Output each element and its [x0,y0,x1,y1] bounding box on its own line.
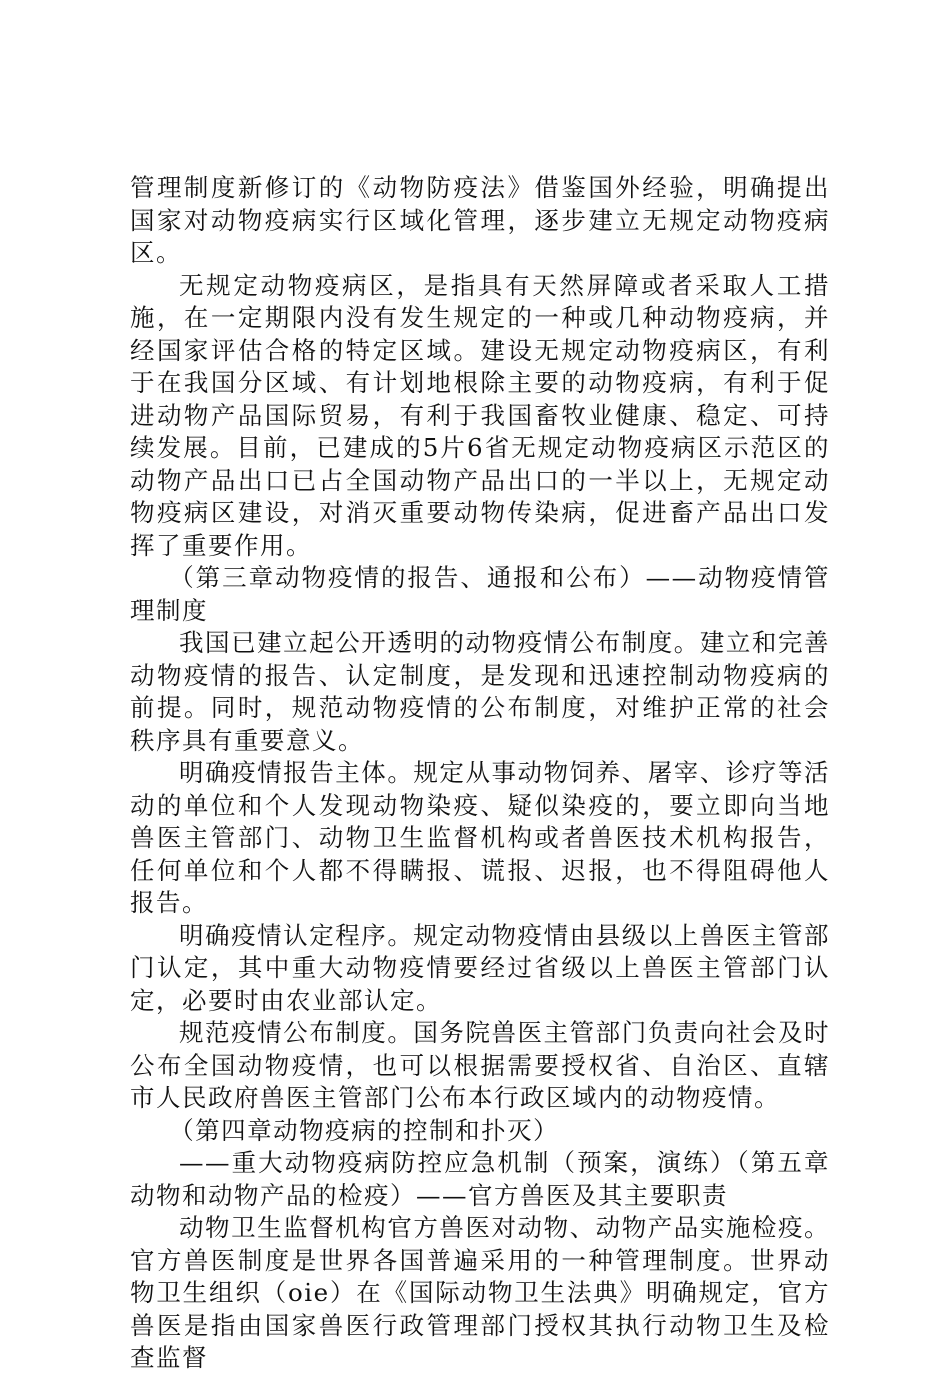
paragraph: 动物卫生监督机构官方兽医对动物、动物产品实施检疫。官方兽医制度是世界各国普遍采用的一种管理制度。世界动物卫生组织（oie）在《国际动物卫生法典》明确规定，官方兽医是指由国家兽医行政管理部门授权其执行动物卫生及检查监督 [130,1213,830,1372]
paragraph: 无规定动物疫病区，是指具有天然屏障或者采取人工措施，在一定期限内没有发生规定的一种或几种动物疫病，并经国家评估合格的特定区域。建设无规定动物疫病区，有利于在我国分区域、有计划地根除主要的动物疫病，有利于促进动物产品国际贸易，有利于我国畜牧业健康、稳定、可持续发展。目前，已建成的5片6省无规定动物疫病区示范区的动物产品出口已占全国动物产品出口的一半以上，无规定动物疫病区建设，对消灭重要动物传染病，促进畜产品出口发挥了重要作用。 [130,270,830,560]
paragraph: 管理制度新修订的《动物防疫法》借鉴国外经验，明确提出国家对动物疫病实行区域化管理，逐步建立无规定动物疫病区。 [130,173,830,267]
document-body [130,172,830,1375]
paragraph: 明确疫情认定程序。规定动物疫情由县级以上兽医主管部门认定，其中重大动物疫情要经过省级以上兽医主管部门认定，必要时由农业部认定。 [130,920,830,1015]
paragraph: 规范疫情公布制度。国务院兽医主管部门负责向社会及时公布全国动物疫情，也可以根据需要授权省、自治区、直辖市人民政府兽医主管部门公布本行政区域内的动物疫情。 [130,1018,830,1112]
section-heading: ——重大动物疫病防控应急机制（预案，演练）（第五章动物和动物产品的检疫）——官方兽医及其主要职责 [130,1148,830,1210]
paragraph: 我国已建立起公开透明的动物疫情公布制度。建立和完善动物疫情的报告、认定制度，是发现和迅速控制动物疫病的前提。同时，规范动物疫情的公布制度，对维护正常的社会秩序具有重要意义。 [130,628,830,755]
paragraph: 明确疫情报告主体。规定从事动物饲养、屠宰、诊疗等活动的单位和个人发现动物染疫、疑似染疫的，要立即向当地兽医主管部门、动物卫生监督机构或者兽医技术机构报告，任何单位和个人都不得瞒报、谎报、迟报，也不得阻碍他人报告。 [130,758,830,917]
section-heading: （第四章动物疫病的控制和扑灭） [169,1115,560,1145]
section-heading: （第三章动物疫情的报告、通报和公布）——动物疫情管理制度 [130,563,830,625]
